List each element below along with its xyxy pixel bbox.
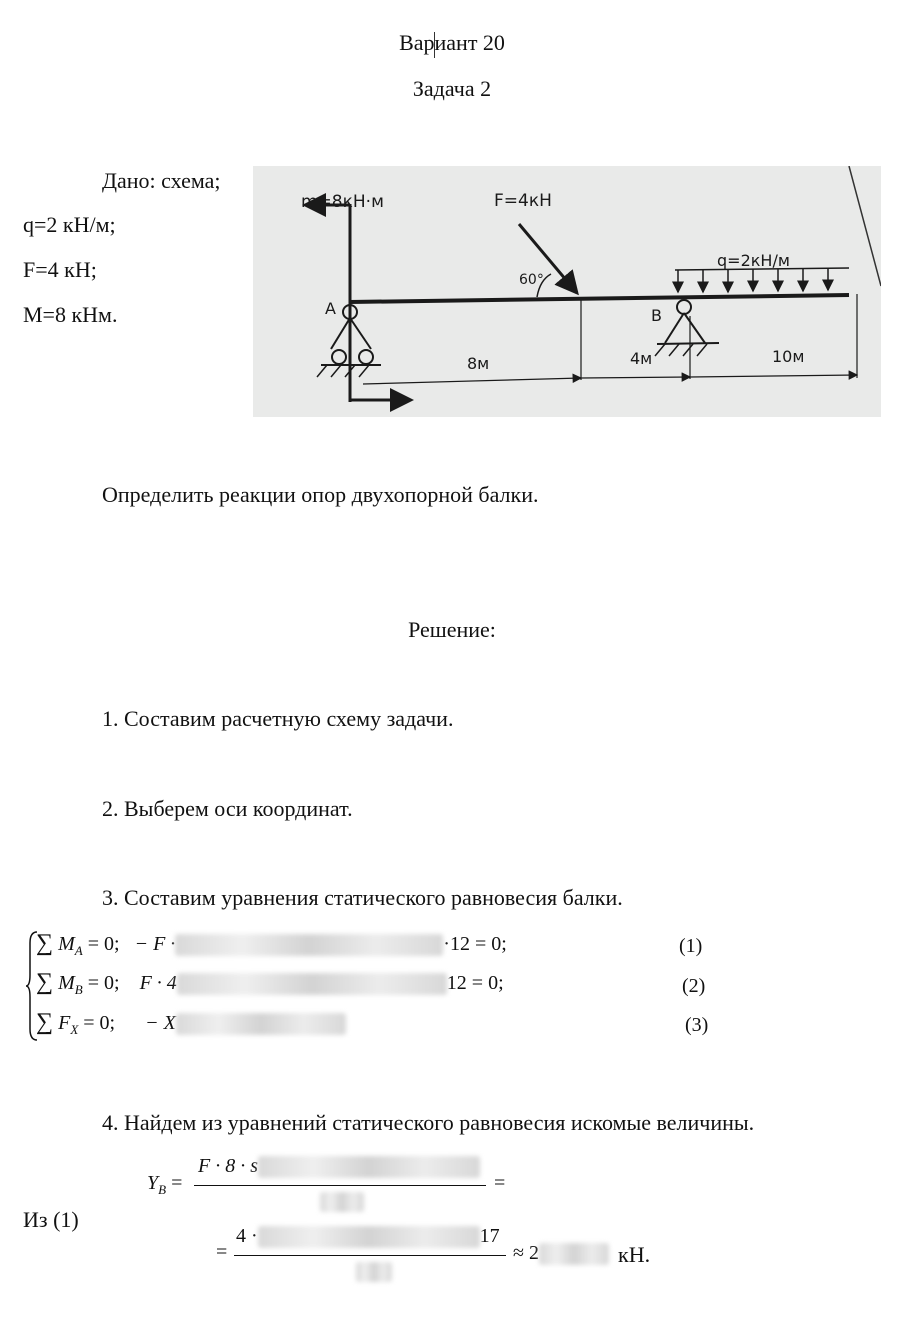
fraction-2-line xyxy=(234,1255,506,1256)
blurred-region xyxy=(175,934,443,956)
equation-2-number: (2) xyxy=(682,975,706,997)
support-a-label: A xyxy=(325,299,336,318)
step-3: 3. Составим уравнения статического равновесия балки. xyxy=(102,885,623,910)
blurred-region xyxy=(320,1192,364,1212)
load-label: q=2кН/м xyxy=(717,251,790,270)
given-q: q=2 кН/м; xyxy=(23,212,116,237)
blurred-region xyxy=(177,973,447,995)
beam-scheme-photo xyxy=(253,166,881,417)
step-1: 1. Составим расчетную схему задачи. xyxy=(102,706,454,731)
given-scheme: Дано: схема; xyxy=(102,168,221,193)
task-statement: Определить реакции опор двухопорной балки. xyxy=(102,482,539,507)
approx-result: ≈ 2 xyxy=(513,1242,609,1265)
blurred-region xyxy=(539,1243,609,1265)
dimension-4m: 4м xyxy=(630,349,653,368)
blurred-region xyxy=(356,1262,392,1282)
given-f: F=4 кН; xyxy=(23,257,97,282)
from-eq-label: Из (1) xyxy=(23,1207,79,1232)
task-title: Задача 2 xyxy=(412,76,492,101)
beam-scheme-diagram xyxy=(253,166,881,417)
fraction-1-equals: = xyxy=(494,1172,506,1194)
dimension-8m: 8м xyxy=(467,354,490,373)
blurred-region xyxy=(258,1156,480,1178)
force-label: F=4кН xyxy=(494,191,552,211)
equation-1: ∑ $M_A = 0$; − F · ·12 = 0; xyxy=(36,930,507,958)
fraction-1-numerator: F · 8 · s xyxy=(198,1155,480,1178)
moment-label: m=8кН·м xyxy=(301,192,384,212)
yb-symbol: $Y_B$ = xyxy=(147,1172,183,1197)
solution-title: Решение: xyxy=(408,617,496,642)
fraction-2-equals: = xyxy=(216,1241,228,1263)
equation-3: ∑ $F_X = 0$; − X xyxy=(36,1009,346,1036)
step-2: 2. Выберем оси координат. xyxy=(102,796,353,821)
angle-label: 60° xyxy=(519,272,544,288)
dimension-10m: 10м xyxy=(772,347,805,366)
given-m: M=8 кНм. xyxy=(23,302,118,327)
blurred-region xyxy=(258,1226,480,1248)
fraction-1-line xyxy=(194,1185,486,1186)
equation-2: ∑ $M_B = 0$; F · 4 12 = 0; xyxy=(36,969,504,997)
equation-1-number: (1) xyxy=(679,935,703,957)
variant-title: Вариант 20 xyxy=(399,30,505,55)
step-4: 4. Найдем из уравнений статического равновесия искомые величины. xyxy=(102,1110,755,1135)
result-unit: кН. xyxy=(618,1242,651,1267)
equation-3-number: (3) xyxy=(685,1014,709,1036)
support-b-label: B xyxy=(651,306,662,325)
fraction-2-numerator: 4 · 17 xyxy=(236,1225,500,1247)
blurred-region xyxy=(176,1013,346,1035)
